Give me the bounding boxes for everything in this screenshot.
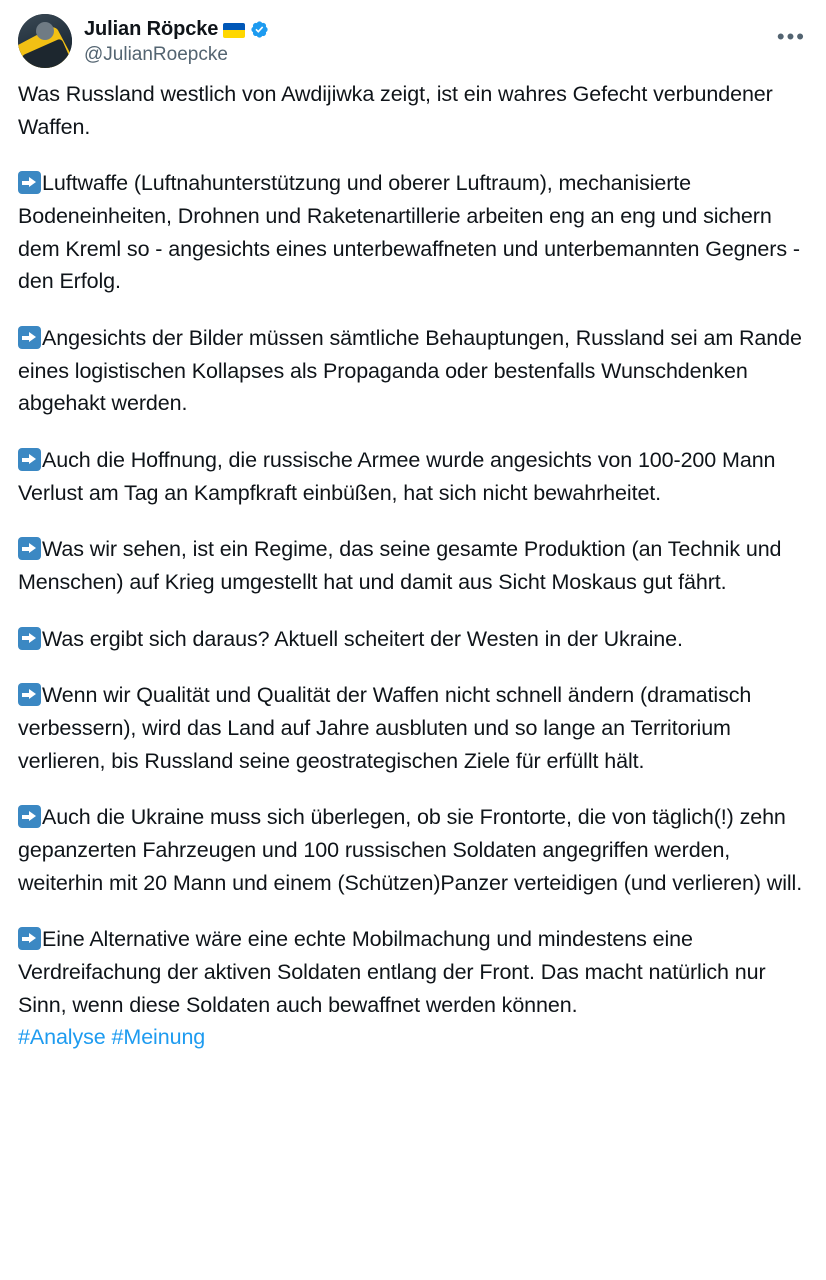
hashtag-analyse[interactable]: #Analyse <box>18 1025 106 1050</box>
right-arrow-icon <box>18 326 41 349</box>
tweet-header <box>18 14 808 68</box>
tweet-paragraph <box>18 167 808 298</box>
right-arrow-icon <box>18 627 41 650</box>
author-handle[interactable]: @JulianRoepcke <box>84 44 228 65</box>
tweet-paragraph <box>18 444 808 509</box>
hashtag-line <box>18 1025 205 1049</box>
tweet-paragraph <box>18 78 808 143</box>
paragraph-text: Wenn wir Qualität und Qualität der Waffen nicht schnell ändern (dramatisch verbessern), wird das Land auf Jahre ausbluten und so lange an Territorium verlieren, bis Russland seine geostrategischen Ziele für erfüllt hält. <box>18 683 752 773</box>
right-arrow-icon <box>18 805 41 828</box>
avatar[interactable] <box>18 14 72 68</box>
avatar-person <box>36 22 54 40</box>
right-arrow-icon <box>18 537 41 560</box>
ukraine-flag-icon <box>223 23 245 38</box>
right-arrow-icon <box>18 927 41 950</box>
tweet-paragraph <box>18 923 808 1054</box>
right-arrow-icon <box>18 448 41 471</box>
paragraph-text: Luftwaffe (Luftnahunterstützung und oberer Luftraum), mechanisierte Bodeneinheiten, Drohnen und Raketenartillerie arbeiten eng an eng und sichern dem Kreml so - angesichts eines unterbewaffneten und unterbemannten Gegners - den Erfolg. <box>18 171 800 294</box>
right-arrow-icon <box>18 683 41 706</box>
hashtag-meinung[interactable]: #Meinung <box>111 1025 206 1050</box>
tweet-text <box>18 78 808 1054</box>
verified-badge-icon <box>250 20 269 39</box>
tweet-paragraph <box>18 801 808 899</box>
tweet-paragraph <box>18 322 808 420</box>
right-arrow-icon <box>18 171 41 194</box>
tweet-paragraph <box>18 623 808 656</box>
paragraph-text: Auch die Ukraine muss sich überlegen, ob sie Frontorte, die von täglich(!) zehn gepanzerten Fahrzeugen und 100 russischen Soldaten angegriffen werden, weiterhin mit 20 Mann und einem (Schützen)Panzer verteidigen (und verlieren) will. <box>18 805 803 895</box>
tweet-paragraph <box>18 533 808 598</box>
author-name-line <box>84 17 269 41</box>
paragraph-text: Eine Alternative wäre eine echte Mobilmachung und mindestens eine Verdreifachung der aktiven Soldaten entlang der Front. Das macht natürlich nur Sinn, wenn diese Soldaten auch bewaffnet werden können. <box>18 927 766 1017</box>
paragraph-text: Angesichts der Bilder müssen sämtliche Behauptungen, Russland sei am Rande eines logistischen Kollapses als Propaganda oder bestenfalls Wunschdenken abgehakt werden. <box>18 326 802 416</box>
author-display-name[interactable]: Julian Röpcke <box>84 18 219 40</box>
paragraph-text: Was wir sehen, ist ein Regime, das seine gesamte Produktion (an Technik und Menschen) auf Krieg umgestellt hat und damit aus Sicht Moskaus gut fährt. <box>18 537 782 595</box>
tweet-paragraph <box>18 679 808 777</box>
paragraph-text: Auch die Hoffnung, die russische Armee wurde angesichts von 100-200 Mann Verlust am Tag an Kampfkraft einbüßen, hat sich nicht bewahrheitet. <box>18 448 776 505</box>
more-options-button[interactable]: ••• <box>776 24 806 49</box>
paragraph-text: Was Russland westlich von Awdijiwka zeigt, ist ein wahres Gefecht verbundener Waffen. <box>18 82 773 139</box>
paragraph-text: Was ergibt sich daraus? Aktuell scheitert der Westen in der Ukraine. <box>42 626 683 651</box>
author-names <box>84 14 269 67</box>
